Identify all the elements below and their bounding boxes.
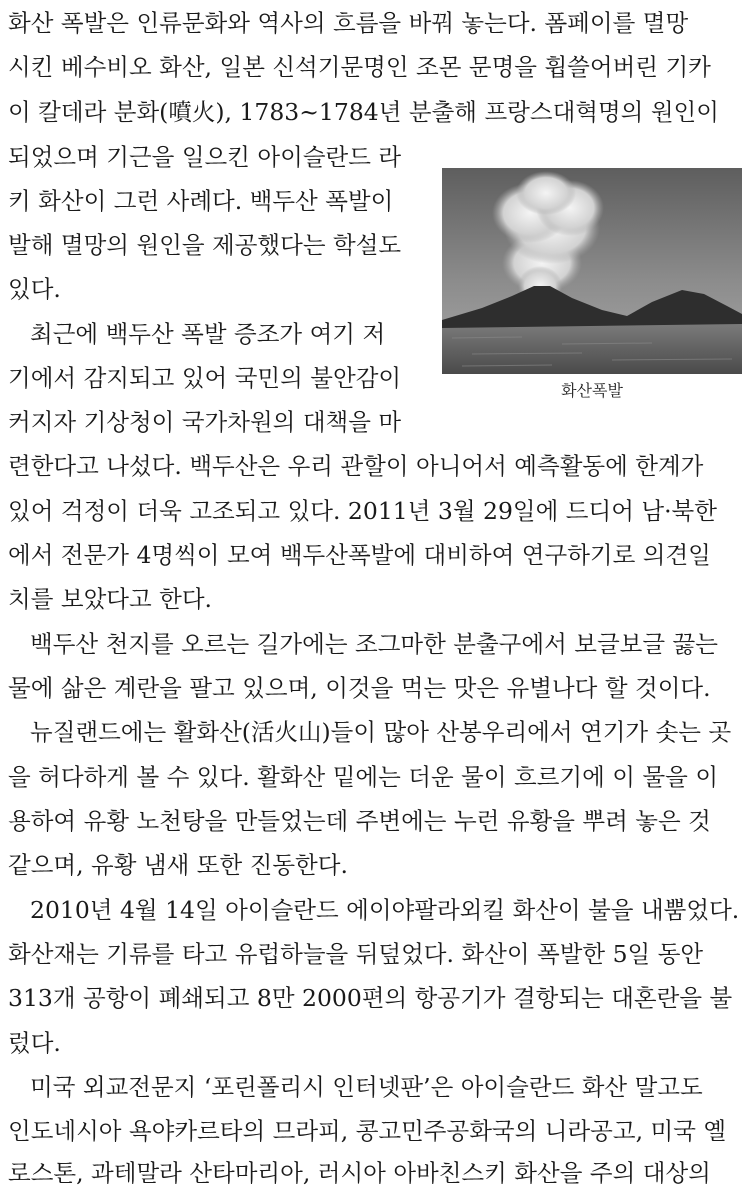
- text-line: 되었으며 기근을 일으킨 아이슬란드 라: [8, 143, 402, 171]
- text-line: 키 화산이 그런 사례다. 백두산 폭발이: [8, 187, 394, 215]
- text-line: 커지자 기상청이 국가차원의 대책을 마: [8, 408, 402, 436]
- text-line: 용하여 유황 노천탕을 만들었는데 주변에는 누런 유황을 뿌려 놓은 것: [8, 807, 711, 835]
- volcano-eruption-icon: [442, 168, 742, 374]
- text-line: 화산 폭발은 인류문화와 역사의 흐름을 바꿔 놓는다. 폼페이를 멸망: [8, 9, 689, 37]
- text-line: 련한다고 나섰다. 백두산은 우리 관할이 아니어서 예측활동에 한계가: [8, 452, 704, 480]
- text-line: 이 칼데라 분화(噴火), 1783~1784년 분출해 프랑스대혁명의 원인이: [8, 98, 719, 126]
- text-line: 화산재는 기류를 타고 유럽하늘을 뒤덮었다. 화산이 폭발한 5일 동안: [8, 940, 704, 968]
- text-line: 뉴질랜드에는 활화산(活火山)들이 많아 산봉우리에서 연기가 솟는 곳: [30, 718, 732, 746]
- text-line: 있어 걱정이 더욱 고조되고 있다. 2011년 3월 29일에 드디어 남·북한: [8, 497, 717, 525]
- text-line: 인도네시아 욕야카르타의 므라피, 콩고민주공화국의 니라공고, 미국 옐: [8, 1117, 727, 1145]
- text-line: 백두산 천지를 오르는 길가에는 조그마한 분출구에서 보글보글 끓는: [30, 630, 718, 658]
- text-line: 을 허다하게 볼 수 있다. 활화산 밑에는 더운 물이 흐르기에 이 물을 이: [8, 763, 719, 791]
- text-line: 313개 공항이 폐쇄되고 8만 2000편의 항공기가 결항되는 대혼란을 불: [8, 984, 733, 1012]
- figure-caption: 화산폭발: [561, 381, 623, 400]
- text-line: 발해 멸망의 원인을 제공했다는 학설도: [8, 231, 402, 259]
- text-line: 물에 삶은 계란을 팔고 있으며, 이것을 먹는 맛은 유별나다 할 것이다.: [8, 674, 711, 702]
- text-line: 기에서 감지되고 있어 국민의 불안감이: [8, 364, 402, 392]
- text-line: 에서 전문가 4명씩이 모여 백두산폭발에 대비하여 연구하기로 의견일: [8, 541, 711, 569]
- text-line: 최근에 백두산 폭발 증조가 여기 저: [30, 320, 386, 348]
- text-line: 미국 외교전문지 ‘포린폴리시 인터넷판’은 아이슬란드 화산 말고도: [30, 1073, 703, 1101]
- text-line: 2010년 4월 14일 아이슬란드 에이야팔라외킬 화산이 불을 내뿜었다.: [30, 896, 740, 924]
- text-line: 렀다.: [8, 1029, 61, 1057]
- text-line: 로스톤, 과테말라 산타마리아, 러시아 아바친스키 화산을 주의 대상의: [8, 1159, 711, 1187]
- volcano-photo: [442, 168, 742, 374]
- text-line: 치를 보았다고 한다.: [8, 585, 213, 613]
- text-line: 있다.: [8, 275, 61, 303]
- text-line: 같으며, 유황 냄새 또한 진동한다.: [8, 851, 348, 879]
- text-line: 시킨 베수비오 화산, 일본 신석기문명인 조몬 문명을 휩쓸어버린 기카: [8, 53, 711, 81]
